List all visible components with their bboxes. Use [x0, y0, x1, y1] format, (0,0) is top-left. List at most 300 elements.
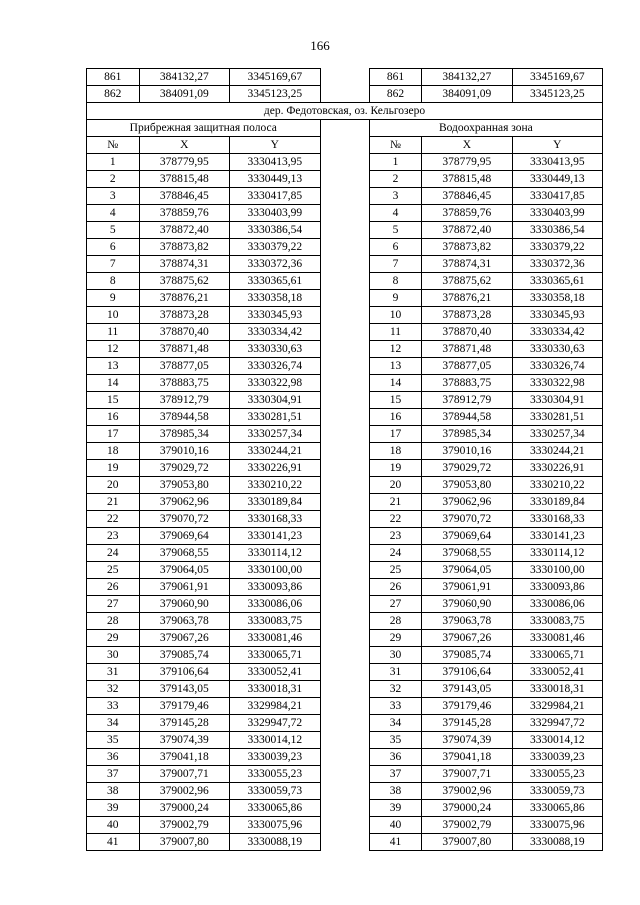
- column-gap: [320, 358, 369, 375]
- right-point-number: 34: [369, 715, 421, 732]
- left-y-coordinate: 3330358,18: [230, 290, 321, 307]
- left-x-coordinate: 378912,79: [139, 392, 229, 409]
- right-point-number: 35: [369, 732, 421, 749]
- right-point-number: 16: [369, 409, 421, 426]
- left-y-coordinate: 3330055,23: [230, 766, 321, 783]
- right-point-number: 25: [369, 562, 421, 579]
- left-x-coordinate: 379085,74: [139, 647, 229, 664]
- right-y-coordinate: 3330210,22: [512, 477, 602, 494]
- right-y-coordinate: 3330322,98: [512, 375, 602, 392]
- table-row: [87, 494, 603, 511]
- right-y-coordinate: 3330055,23: [512, 766, 602, 783]
- continuation-row: [87, 69, 603, 86]
- right-y-coordinate: 3330081,46: [512, 630, 602, 647]
- table-row: [87, 188, 603, 205]
- left-y-coordinate: 3330086,06: [230, 596, 321, 613]
- right-x-coordinate: 379053,80: [422, 477, 512, 494]
- right-x-coordinate: 378871,48: [422, 341, 512, 358]
- table-row: [87, 273, 603, 290]
- left-y-coordinate: 3330039,23: [230, 749, 321, 766]
- left-x-coordinate: 379062,96: [139, 494, 229, 511]
- left-point-number: 11: [87, 324, 140, 341]
- table-row: [87, 358, 603, 375]
- right-point-number: 39: [369, 800, 421, 817]
- right-y-coordinate: 3330014,12: [512, 732, 602, 749]
- left-x-coordinate: 379179,46: [139, 698, 229, 715]
- right-y-header: Y: [512, 137, 602, 154]
- right-x-coordinate: 384091,09: [422, 86, 512, 103]
- table-row: [87, 426, 603, 443]
- right-y-coordinate: 3330334,42: [512, 324, 602, 341]
- right-point-number: 32: [369, 681, 421, 698]
- table-row: [87, 783, 603, 800]
- right-y-coordinate: 3330226,91: [512, 460, 602, 477]
- column-gap: [320, 375, 369, 392]
- section-title-row: [87, 103, 603, 120]
- right-x-coordinate: 379179,46: [422, 698, 512, 715]
- column-gap: [320, 834, 369, 851]
- left-x-coordinate: 378872,40: [139, 222, 229, 239]
- left-point-number: 5: [87, 222, 140, 239]
- right-x-coordinate: 378870,40: [422, 324, 512, 341]
- table-row: [87, 307, 603, 324]
- left-y-coordinate: 3330365,61: [230, 273, 321, 290]
- column-gap: [320, 324, 369, 341]
- right-x-coordinate: 378859,76: [422, 205, 512, 222]
- left-point-number: 32: [87, 681, 140, 698]
- right-x-coordinate: 379002,96: [422, 783, 512, 800]
- column-gap: [320, 273, 369, 290]
- column-gap: [320, 443, 369, 460]
- right-x-coordinate: 379010,16: [422, 443, 512, 460]
- left-y-header: Y: [230, 137, 321, 154]
- left-point-number: 25: [87, 562, 140, 579]
- right-y-coordinate: 3330086,06: [512, 596, 602, 613]
- right-x-coordinate: 379007,80: [422, 834, 512, 851]
- table-row: [87, 460, 603, 477]
- table-row: [87, 596, 603, 613]
- left-point-number: 37: [87, 766, 140, 783]
- left-x-coordinate: 378870,40: [139, 324, 229, 341]
- left-y-coordinate: 3330081,46: [230, 630, 321, 647]
- right-x-coordinate: 379106,64: [422, 664, 512, 681]
- left-y-coordinate: 3330018,31: [230, 681, 321, 698]
- right-point-number: 17: [369, 426, 421, 443]
- left-point-number: 27: [87, 596, 140, 613]
- right-x-coordinate: 378873,28: [422, 307, 512, 324]
- right-y-coordinate: 3330257,34: [512, 426, 602, 443]
- column-gap: [320, 137, 369, 154]
- column-gap: [320, 698, 369, 715]
- left-x-coordinate: 379029,72: [139, 460, 229, 477]
- left-point-number: 14: [87, 375, 140, 392]
- right-x-coordinate: 378883,75: [422, 375, 512, 392]
- right-point-number: 30: [369, 647, 421, 664]
- left-y-coordinate: 3330141,23: [230, 528, 321, 545]
- left-point-number: 9: [87, 290, 140, 307]
- right-point-number: 28: [369, 613, 421, 630]
- left-y-coordinate: 3330226,91: [230, 460, 321, 477]
- right-point-number: 15: [369, 392, 421, 409]
- right-x-coordinate: 379067,26: [422, 630, 512, 647]
- left-point-number: 10: [87, 307, 140, 324]
- left-x-coordinate: 379002,96: [139, 783, 229, 800]
- right-y-coordinate: 3330052,41: [512, 664, 602, 681]
- left-x-header: X: [139, 137, 229, 154]
- right-x-coordinate: 378872,40: [422, 222, 512, 239]
- column-gap: [320, 120, 369, 137]
- right-point-number: 6: [369, 239, 421, 256]
- table-row: [87, 171, 603, 188]
- right-point-number: 3: [369, 188, 421, 205]
- table-row: [87, 205, 603, 222]
- right-y-coordinate: 3330075,96: [512, 817, 602, 834]
- right-x-coordinate: 379085,74: [422, 647, 512, 664]
- left-y-coordinate: 3345123,25: [230, 86, 321, 103]
- left-point-number: 20: [87, 477, 140, 494]
- right-point-number: 862: [369, 86, 421, 103]
- left-point-number: 40: [87, 817, 140, 834]
- right-zone-title: Водоохранная зона: [369, 120, 602, 137]
- right-point-number: 8: [369, 273, 421, 290]
- column-gap: [320, 392, 369, 409]
- left-y-coordinate: 3330379,22: [230, 239, 321, 256]
- table-row: [87, 817, 603, 834]
- table-row: [87, 511, 603, 528]
- right-x-coordinate: 379007,71: [422, 766, 512, 783]
- left-y-coordinate: 3330417,85: [230, 188, 321, 205]
- table-row: [87, 698, 603, 715]
- right-x-coordinate: 378876,21: [422, 290, 512, 307]
- right-y-coordinate: 3330449,13: [512, 171, 602, 188]
- column-gap: [320, 409, 369, 426]
- left-y-coordinate: 3330281,51: [230, 409, 321, 426]
- column-gap: [320, 596, 369, 613]
- right-y-coordinate: 3330345,93: [512, 307, 602, 324]
- right-point-number: 12: [369, 341, 421, 358]
- table-row: [87, 528, 603, 545]
- table-row: [87, 681, 603, 698]
- left-y-coordinate: 3329947,72: [230, 715, 321, 732]
- right-point-number: 861: [369, 69, 421, 86]
- left-point-number: 2: [87, 171, 140, 188]
- right-point-number: 31: [369, 664, 421, 681]
- right-x-coordinate: 379002,79: [422, 817, 512, 834]
- table-row: [87, 562, 603, 579]
- left-x-coordinate: 379053,80: [139, 477, 229, 494]
- left-point-number: 13: [87, 358, 140, 375]
- column-gap: [320, 494, 369, 511]
- left-y-coordinate: 3330413,95: [230, 154, 321, 171]
- right-y-coordinate: 3330330,63: [512, 341, 602, 358]
- right-x-coordinate: 378874,31: [422, 256, 512, 273]
- left-y-coordinate: 3330100,00: [230, 562, 321, 579]
- left-point-number: 34: [87, 715, 140, 732]
- right-y-coordinate: 3345123,25: [512, 86, 602, 103]
- left-x-coordinate: 379064,05: [139, 562, 229, 579]
- left-y-coordinate: 3330304,91: [230, 392, 321, 409]
- left-y-coordinate: 3330210,22: [230, 477, 321, 494]
- table-row: [87, 545, 603, 562]
- column-gap: [320, 749, 369, 766]
- right-x-coordinate: 379029,72: [422, 460, 512, 477]
- column-gap: [320, 239, 369, 256]
- right-y-coordinate: 3345169,67: [512, 69, 602, 86]
- left-x-coordinate: 378873,28: [139, 307, 229, 324]
- table-row: [87, 222, 603, 239]
- coordinates-table-body: [87, 69, 603, 851]
- left-point-number: 862: [87, 86, 140, 103]
- left-zone-title: Прибрежная защитная полоса: [87, 120, 321, 137]
- right-point-number: 33: [369, 698, 421, 715]
- left-y-coordinate: 3330168,33: [230, 511, 321, 528]
- left-y-coordinate: 3330083,75: [230, 613, 321, 630]
- right-y-coordinate: 3330417,85: [512, 188, 602, 205]
- left-point-number: 8: [87, 273, 140, 290]
- column-gap: [320, 766, 369, 783]
- right-y-coordinate: 3330065,86: [512, 800, 602, 817]
- right-point-number: 2: [369, 171, 421, 188]
- left-x-coordinate: 379145,28: [139, 715, 229, 732]
- left-x-coordinate: 379041,18: [139, 749, 229, 766]
- right-y-coordinate: 3330100,00: [512, 562, 602, 579]
- left-y-coordinate: 3330088,19: [230, 834, 321, 851]
- column-gap: [320, 256, 369, 273]
- column-gap: [320, 681, 369, 698]
- column-gap: [320, 154, 369, 171]
- column-gap: [320, 188, 369, 205]
- left-y-coordinate: 3330014,12: [230, 732, 321, 749]
- left-x-coordinate: 378876,21: [139, 290, 229, 307]
- right-y-coordinate: 3330168,33: [512, 511, 602, 528]
- left-y-coordinate: 3330052,41: [230, 664, 321, 681]
- right-x-coordinate: 378985,34: [422, 426, 512, 443]
- table-row: [87, 613, 603, 630]
- right-y-coordinate: 3330386,54: [512, 222, 602, 239]
- right-point-number: 41: [369, 834, 421, 851]
- column-gap: [320, 783, 369, 800]
- left-y-coordinate: 3330189,84: [230, 494, 321, 511]
- right-x-coordinate: 379064,05: [422, 562, 512, 579]
- right-x-coordinate: 379143,05: [422, 681, 512, 698]
- right-y-coordinate: 3330083,75: [512, 613, 602, 630]
- column-gap: [320, 460, 369, 477]
- column-gap: [320, 562, 369, 579]
- right-y-coordinate: 3330403,99: [512, 205, 602, 222]
- left-point-number: 22: [87, 511, 140, 528]
- table-row: [87, 290, 603, 307]
- right-y-coordinate: 3330065,71: [512, 647, 602, 664]
- coordinates-sheet: [86, 68, 603, 851]
- right-point-number: 38: [369, 783, 421, 800]
- left-x-coordinate: 378859,76: [139, 205, 229, 222]
- column-gap: [320, 545, 369, 562]
- right-y-coordinate: 3330088,19: [512, 834, 602, 851]
- column-header-row: [87, 137, 603, 154]
- left-x-coordinate: 379143,05: [139, 681, 229, 698]
- left-y-coordinate: 3330403,99: [230, 205, 321, 222]
- table-row: [87, 477, 603, 494]
- right-point-number: 9: [369, 290, 421, 307]
- right-x-coordinate: 379145,28: [422, 715, 512, 732]
- left-y-coordinate: 3330334,42: [230, 324, 321, 341]
- column-gap: [320, 477, 369, 494]
- right-y-coordinate: 3330379,22: [512, 239, 602, 256]
- right-y-coordinate: 3330365,61: [512, 273, 602, 290]
- coordinates-table: [86, 68, 603, 851]
- left-y-coordinate: 3330114,12: [230, 545, 321, 562]
- table-row: [87, 766, 603, 783]
- right-y-coordinate: 3330372,36: [512, 256, 602, 273]
- table-row: [87, 239, 603, 256]
- right-point-number: 40: [369, 817, 421, 834]
- column-gap: [320, 817, 369, 834]
- left-x-coordinate: 379063,78: [139, 613, 229, 630]
- right-point-number: 23: [369, 528, 421, 545]
- right-y-coordinate: 3330281,51: [512, 409, 602, 426]
- continuation-row: [87, 86, 603, 103]
- left-point-number: 38: [87, 783, 140, 800]
- right-y-coordinate: 3330141,23: [512, 528, 602, 545]
- right-point-number: 21: [369, 494, 421, 511]
- left-x-coordinate: 378985,34: [139, 426, 229, 443]
- right-point-number: 14: [369, 375, 421, 392]
- table-row: [87, 749, 603, 766]
- right-x-coordinate: 378815,48: [422, 171, 512, 188]
- right-point-number: 27: [369, 596, 421, 613]
- left-x-coordinate: 378877,05: [139, 358, 229, 375]
- table-row: [87, 443, 603, 460]
- left-x-coordinate: 379010,16: [139, 443, 229, 460]
- column-gap: [320, 341, 369, 358]
- right-y-coordinate: 3330326,74: [512, 358, 602, 375]
- table-row: [87, 800, 603, 817]
- left-x-coordinate: 378846,45: [139, 188, 229, 205]
- left-x-coordinate: 378873,82: [139, 239, 229, 256]
- right-y-coordinate: 3330304,91: [512, 392, 602, 409]
- right-x-coordinate: 378846,45: [422, 188, 512, 205]
- right-y-coordinate: 3330413,95: [512, 154, 602, 171]
- left-point-number: 19: [87, 460, 140, 477]
- right-point-number: 11: [369, 324, 421, 341]
- left-x-coordinate: 379070,72: [139, 511, 229, 528]
- left-x-coordinate: 379106,64: [139, 664, 229, 681]
- left-x-coordinate: 384132,27: [139, 69, 229, 86]
- right-y-coordinate: 3330093,86: [512, 579, 602, 596]
- left-point-number: 23: [87, 528, 140, 545]
- column-gap: [320, 290, 369, 307]
- left-x-coordinate: 379061,91: [139, 579, 229, 596]
- left-point-number: 33: [87, 698, 140, 715]
- column-gap: [320, 800, 369, 817]
- column-gap: [320, 647, 369, 664]
- left-x-coordinate: 379069,64: [139, 528, 229, 545]
- column-gap: [320, 664, 369, 681]
- right-x-coordinate: 379060,90: [422, 596, 512, 613]
- right-point-number: 29: [369, 630, 421, 647]
- left-x-coordinate: 378874,31: [139, 256, 229, 273]
- right-y-coordinate: 3329947,72: [512, 715, 602, 732]
- right-x-coordinate: 379074,39: [422, 732, 512, 749]
- right-x-coordinate: 378877,05: [422, 358, 512, 375]
- right-x-header: X: [422, 137, 512, 154]
- table-row: [87, 834, 603, 851]
- left-point-number: 6: [87, 239, 140, 256]
- table-row: [87, 154, 603, 171]
- left-x-coordinate: 378871,48: [139, 341, 229, 358]
- left-y-coordinate: 3330257,34: [230, 426, 321, 443]
- right-y-coordinate: 3330114,12: [512, 545, 602, 562]
- left-x-coordinate: 378815,48: [139, 171, 229, 188]
- left-point-number: 7: [87, 256, 140, 273]
- left-y-coordinate: 3330093,86: [230, 579, 321, 596]
- column-gap: [320, 307, 369, 324]
- right-point-number: 22: [369, 511, 421, 528]
- left-point-number: 29: [87, 630, 140, 647]
- right-y-coordinate: 3330039,23: [512, 749, 602, 766]
- right-x-coordinate: 379063,78: [422, 613, 512, 630]
- right-point-number: 10: [369, 307, 421, 324]
- left-y-coordinate: 3330065,86: [230, 800, 321, 817]
- right-x-coordinate: 379000,24: [422, 800, 512, 817]
- right-x-coordinate: 379062,96: [422, 494, 512, 511]
- table-row: [87, 630, 603, 647]
- right-y-coordinate: 3329984,21: [512, 698, 602, 715]
- table-row: [87, 341, 603, 358]
- right-point-number: 13: [369, 358, 421, 375]
- right-point-number: 19: [369, 460, 421, 477]
- right-x-coordinate: 378875,62: [422, 273, 512, 290]
- left-y-coordinate: 3330059,73: [230, 783, 321, 800]
- left-y-coordinate: 3330372,36: [230, 256, 321, 273]
- left-point-number: 30: [87, 647, 140, 664]
- column-gap: [320, 579, 369, 596]
- left-point-number: 3: [87, 188, 140, 205]
- left-point-number: 26: [87, 579, 140, 596]
- column-gap: [320, 171, 369, 188]
- left-y-coordinate: 3330386,54: [230, 222, 321, 239]
- left-x-coordinate: 378875,62: [139, 273, 229, 290]
- left-x-coordinate: 379068,55: [139, 545, 229, 562]
- table-row: [87, 664, 603, 681]
- left-x-coordinate: 379067,26: [139, 630, 229, 647]
- right-number-header: №: [369, 137, 421, 154]
- column-gap: [320, 732, 369, 749]
- left-x-coordinate: 379002,79: [139, 817, 229, 834]
- left-x-coordinate: 378883,75: [139, 375, 229, 392]
- table-row: [87, 715, 603, 732]
- left-y-coordinate: 3330322,98: [230, 375, 321, 392]
- right-x-coordinate: 378912,79: [422, 392, 512, 409]
- right-x-coordinate: 379069,64: [422, 528, 512, 545]
- column-gap: [320, 69, 369, 86]
- table-row: [87, 409, 603, 426]
- left-y-coordinate: 3329984,21: [230, 698, 321, 715]
- right-point-number: 37: [369, 766, 421, 783]
- table-row: [87, 256, 603, 273]
- column-gap: [320, 630, 369, 647]
- left-x-coordinate: 384091,09: [139, 86, 229, 103]
- left-point-number: 41: [87, 834, 140, 851]
- left-point-number: 861: [87, 69, 140, 86]
- right-point-number: 26: [369, 579, 421, 596]
- left-point-number: 18: [87, 443, 140, 460]
- column-gap: [320, 511, 369, 528]
- left-point-number: 15: [87, 392, 140, 409]
- left-point-number: 24: [87, 545, 140, 562]
- left-x-coordinate: 379000,24: [139, 800, 229, 817]
- right-point-number: 36: [369, 749, 421, 766]
